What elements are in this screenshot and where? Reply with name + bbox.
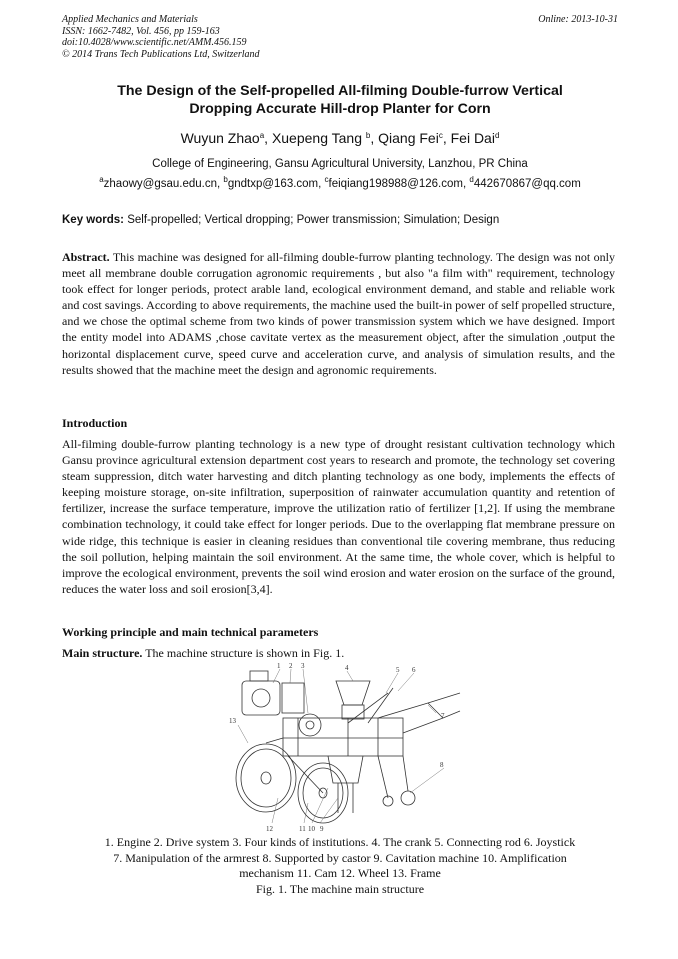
callout-5: 5	[396, 666, 400, 674]
author-name: Fei Dai	[450, 130, 495, 146]
abstract	[62, 249, 615, 378]
copyright-line: © 2014 Trans Tech Publications Ltd, Switzerland	[62, 48, 260, 60]
author-name: Qiang Fei	[378, 130, 439, 146]
online-date: Online: 2013-10-31	[538, 14, 618, 25]
abstract-text: This machine was designed for all-filming double-furrow planting technology. The design was not only meet all membrane double corrugation agronomic requirements , but also "a film with" requirement, technology took effect for longer periods, protect arable land, ecological environment demand, and stable and reliable work and cost savings. According to above requirements, the machine used the built-in power of self propelled structure, and we chose the optimal scheme from two kinds of power transmission system which we have designed. Import the entity model into ADAMS ,chose cavitate vertex as the measurement object, after the simulation ,output the horizontal displacement curve, speed curve and acceleration curve, and analysis of simulation results, and the results showed that the machine meet the design and agronomic requirements.	[62, 250, 615, 377]
author-sup: b	[365, 131, 371, 140]
keywords	[62, 214, 618, 226]
caption-line-1: 1. Engine 2. Drive system 3. Four kinds of institutions. 4. The crank 5. Connecting rod 6. Joystick	[104, 835, 576, 849]
seed-hopper	[336, 681, 370, 705]
caption-line-3: mechanism 11. Cam 12. Wheel 13. Frame	[239, 866, 441, 880]
callout-10: 10	[308, 825, 315, 833]
main-structure-text: The machine structure is shown in Fig. 1.	[142, 646, 345, 660]
armrest-handle	[378, 693, 460, 718]
introduction-text: All-filming double-furrow planting technology is a new type of drought resistant cultivation technology which Gansu province agricultural extension department cost years to research and promote, the technology set covering steam suppression, ditch water harvesting and ditch planting technology as one body, implements the effects of keeping moisture storage, on-site infiltration, superposition of rainwater accumulation quantity and retention of fertilizer, increase the surface temperature, improve the utilization ratio of fertilizer [1,2]. If using the membrane combination technology, it could take effect for longer periods. Due to the overlapping flat membrane pressure on wide ridge, this technique is easier in cleaning residues than conventional tile covering membrane, thus reducing the soil pollution, helping maintain the soil environment. At the same time, the whole cover, which is helpful to improve the ecological environment, prevents the soil wind erosion and water erosion on the surface of the ground, reduces the water loss and soil erosion[3,4].	[62, 437, 615, 596]
main-structure-paragraph	[62, 646, 344, 661]
title-line-2: Dropping Accurate Hill-drop Planter for Corn	[189, 101, 491, 117]
figure-caption	[62, 835, 618, 882]
issn-line: ISSN: 1662-7482, Vol. 456, pp 159-163	[62, 25, 220, 37]
drive-system	[282, 683, 304, 713]
callout-11: 11	[299, 825, 306, 833]
paper-title	[62, 82, 618, 118]
author-sup: c	[438, 131, 443, 140]
email-sup: b	[223, 175, 228, 184]
affiliation: College of Engineering, Gansu Agricultural University, Lanzhou, PR China	[152, 158, 528, 170]
machine-structure-figure	[228, 663, 464, 835]
author-sup: a	[259, 131, 265, 140]
author-sup: d	[494, 131, 500, 140]
author-list: Wuyun Zhao$^a$, Xuepeng Tang $^b$, Qiang Fei$^c$, Fei Dai$^d$	[180, 130, 500, 146]
email-sup: d	[469, 175, 474, 184]
email-address[interactable]: zhaowy@gsau.edu.cn	[103, 178, 217, 190]
callout-9: 9	[320, 825, 324, 833]
wheel-left	[236, 744, 296, 812]
figure-label: Fig. 1. The machine main structure	[255, 882, 425, 896]
email-sup: a	[99, 175, 104, 184]
abstract-label: Abstract.	[62, 250, 110, 264]
callout-2: 2	[289, 663, 293, 670]
frame	[283, 718, 403, 756]
engine	[242, 681, 280, 715]
keywords-text: Self-propelled; Vertical dropping; Power transmission; Simulation; Design	[127, 214, 500, 226]
email-list: $^a$zhaowy@gsau.edu.cn, $^b$gndtxp@163.com, $^c$feiqiang198988@126.com, $^d$442670867@qq.com	[99, 175, 581, 190]
email-address[interactable]: feiqiang198988@126.com	[328, 178, 463, 190]
callout-7: 7	[441, 712, 445, 720]
caption-line-2: 7. Manipulation of the armrest 8. Supported by castor 9. Cavitation machine 10. Amplification	[113, 850, 567, 865]
doi-line: doi:10.4028/www.scientific.net/AMM.456.159	[62, 37, 247, 48]
email-address[interactable]: 442670867@qq.com	[473, 178, 581, 190]
author-name: Xuepeng Tang	[271, 130, 366, 146]
callout-3: 3	[301, 663, 305, 670]
callout-12: 12	[266, 825, 273, 833]
email-address[interactable]: gndtxp@163.com	[227, 178, 319, 190]
journal-header	[62, 14, 618, 60]
author-name: Wuyun Zhao	[180, 130, 260, 146]
castor-wheel	[401, 791, 415, 805]
callout-6: 6	[412, 666, 416, 674]
working-principle-heading: Working principle and main technical parameters	[62, 625, 319, 639]
callout-4: 4	[345, 664, 349, 672]
email-sup: c	[324, 175, 329, 184]
keywords-label: Key words:	[62, 214, 124, 226]
callout-8: 8	[440, 761, 444, 769]
callout-13: 13	[229, 717, 236, 725]
title-line-1: The Design of the Self-propelled All-filming Double-furrow Vertical	[117, 83, 563, 99]
introduction-heading: Introduction	[62, 416, 128, 430]
callout-1: 1	[277, 663, 281, 670]
main-structure-label: Main structure.	[62, 646, 143, 660]
journal-name: Applied Mechanics and Materials	[62, 14, 198, 25]
